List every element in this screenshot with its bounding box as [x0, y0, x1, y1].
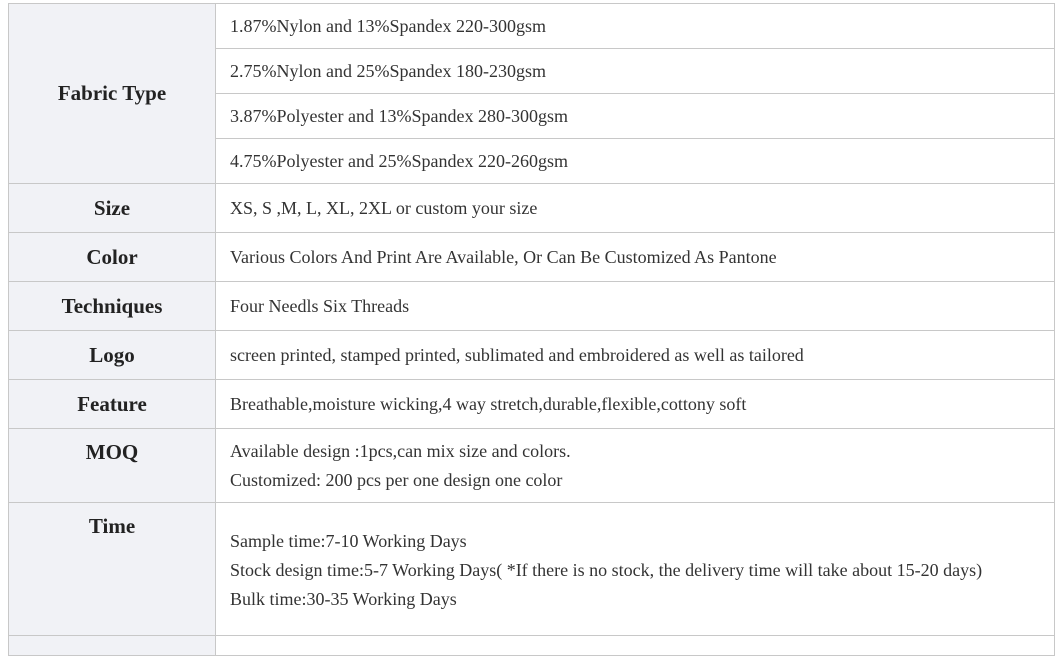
- moq-line-2: Customized: 200 pcs per one design one color: [230, 469, 563, 490]
- moq-value: [216, 429, 1055, 503]
- moq-line-1: Available design :1pcs,can mix size and colors.: [230, 440, 571, 461]
- logo-label: Logo: [9, 331, 216, 380]
- table-row: [9, 380, 1055, 429]
- table-row: [9, 184, 1055, 233]
- size-label: Size: [9, 184, 216, 233]
- table-row: [9, 503, 1055, 636]
- techniques-value: Four Needls Six Threads: [216, 282, 1055, 331]
- product-spec-table: [8, 3, 1055, 656]
- logo-value: screen printed, stamped printed, sublimated and embroidered as well as tailored: [216, 331, 1055, 380]
- time-value: [216, 503, 1055, 636]
- empty-label-cell: [9, 636, 216, 656]
- feature-label: Feature: [9, 380, 216, 429]
- moq-label: [9, 429, 216, 503]
- fabric-type-value-2: 2.75%Nylon and 25%Spandex 180-230gsm: [216, 49, 1055, 94]
- time-line-3: Bulk time:30-35 Working Days: [230, 588, 457, 609]
- color-value: Various Colors And Print Are Available, Or Can Be Customized As Pantone: [216, 233, 1055, 282]
- size-value: XS, S ,M, L, XL, 2XL or custom your size: [216, 184, 1055, 233]
- table-row: [9, 233, 1055, 282]
- color-label: Color: [9, 233, 216, 282]
- table-row: [9, 4, 1055, 49]
- feature-value: Breathable,moisture wicking,4 way stretch,durable,flexible,cottony soft: [216, 380, 1055, 429]
- fabric-type-label: [9, 4, 216, 184]
- time-line-1: Sample time:7-10 Working Days: [230, 530, 467, 551]
- fabric-type-value-3: 3.87%Polyester and 13%Spandex 280-300gsm: [216, 94, 1055, 139]
- empty-value-cell: [216, 636, 1055, 656]
- fabric-type-value-4: 4.75%Polyester and 25%Spandex 220-260gsm: [216, 139, 1055, 184]
- moq-label-text: MOQ: [85, 440, 139, 464]
- fabric-type-value-1: 1.87%Nylon and 13%Spandex 220-300gsm: [216, 4, 1055, 49]
- time-line-2: Stock design time:5-7 Working Days( *If there is no stock, the delivery time will take about 15-20 days): [230, 559, 983, 580]
- table-row: [9, 282, 1055, 331]
- table-row: [9, 429, 1055, 503]
- fabric-type-label-text: Fabric Type: [57, 81, 167, 105]
- time-label: [9, 503, 216, 636]
- techniques-label: Techniques: [9, 282, 216, 331]
- table-row: [9, 331, 1055, 380]
- time-label-text: Time: [88, 514, 136, 538]
- table-row: [9, 636, 1055, 656]
